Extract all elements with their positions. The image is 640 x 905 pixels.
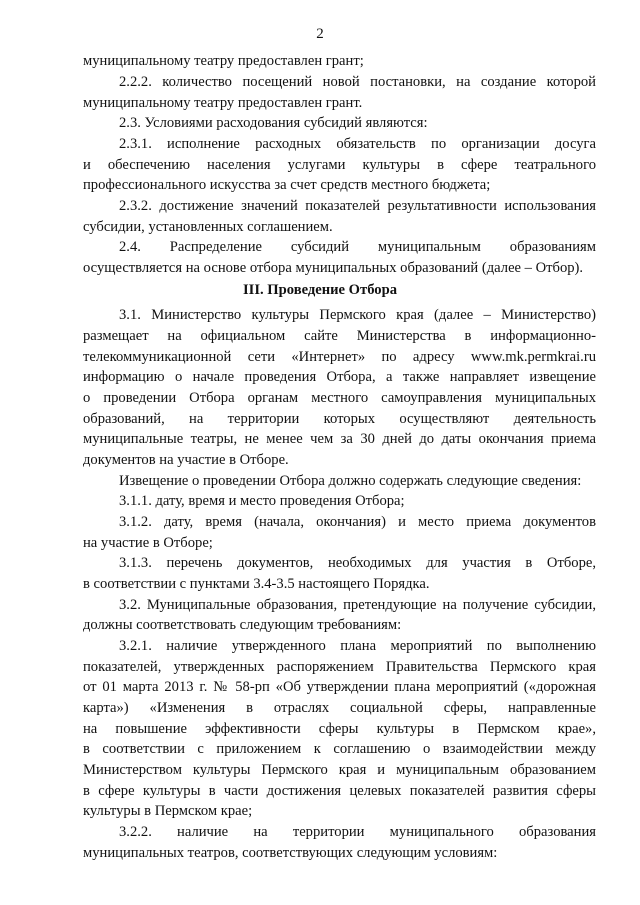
text-line: информацию о начале проведения Отбора, а также направляет извещение [83, 369, 596, 385]
text-line: муниципальные театры, не менее чем за 30 дней до даты окончания приема [83, 431, 596, 447]
text-line: и обеспечению населения услугами культуры в сфере театрального [83, 157, 596, 173]
text-line: 2.3.1. исполнение расходных обязательств по организации досуга [119, 136, 596, 152]
text-line: муниципальному театру предоставлен грант; [83, 53, 364, 69]
text-line: муниципальному театру предоставлен грант. [83, 95, 363, 111]
page-number: 2 [316, 26, 324, 42]
text-line: 3.2.2. наличие на территории муниципального образования [119, 824, 596, 840]
text-line: 2.4. Распределение субсидий муниципальным образованиям [119, 239, 596, 255]
section-heading: III. Проведение Отбора [242, 282, 398, 298]
text-line: 3.1.2. дату, время (начала, окончания) и место приема документов [119, 514, 596, 530]
text-line: культуры в Пермском крае; [83, 803, 253, 819]
text-line: на участие в Отборе; [83, 535, 213, 551]
text-line: показателей, утвержденных распоряжением Правительства Пермского края [83, 659, 596, 675]
text-line: 2.3. Условиями расходования субсидий являются: [119, 115, 428, 131]
text-line: на повышение эффективности сферы культуры в Пермском крае», [83, 721, 596, 737]
text-line: размещает на официальном сайте Министерства в информационно- [83, 328, 596, 344]
text-line: о проведении Отбора органам местного самоуправления муниципальных [83, 390, 596, 406]
text-line: в соответствии с пунктами 3.4-3.5 настоящего Порядка. [83, 576, 430, 592]
text-line: 3.1.1. дату, время и место проведения Отбора; [119, 493, 405, 509]
text-line: в сфере культуры в части достижения целевых показателей развития сферы [83, 783, 596, 799]
text-line: муниципальных театров, соответствующих следующим условиям: [83, 845, 498, 861]
text-line: субсидии, установленных соглашением. [83, 219, 333, 235]
text-line: от 01 марта 2013 г. № 58-рп «Об утверждении плана мероприятий («дорожная [83, 679, 596, 695]
text-line: профессионального искусства за счет средств местного бюджета; [83, 177, 491, 193]
text-line: 3.2.1. наличие утвержденного плана мероприятий по выполнению [119, 638, 596, 654]
text-line: в соответствии с приложением к соглашению о взаимодействии между [83, 741, 596, 757]
text-line: 2.3.2. достижение значений показателей результативности использования [119, 198, 596, 214]
text-line: карта») «Изменения в отраслях социальной сферы, направленные [83, 700, 596, 716]
text-line: 3.1.3. перечень документов, необходимых для участия в Отборе, [119, 555, 596, 571]
text-line: телекоммуникационной сети «Интернет» по адресу www.mk.permkrai.ru [83, 349, 596, 365]
text-line: 3.1. Министерство культуры Пермского края (далее – Министерство) [119, 307, 596, 323]
text-line: 2.2.2. количество посещений новой постановки, на создание которой [119, 74, 596, 90]
text-line: Извещение о проведении Отбора должно содержать следующие сведения: [119, 473, 582, 489]
text-line: должны соответствовать следующим требованиям: [83, 617, 402, 633]
text-line: осуществляется на основе отбора муниципальных образований (далее – Отбор). [83, 260, 584, 276]
text-line: образований, на территории которых осуществляют деятельность [83, 411, 596, 427]
text-line: документов на участие в Отборе. [83, 452, 289, 468]
text-line: Министерством культуры Пермского края и муниципальным образованием [83, 762, 596, 778]
text-line: 3.2. Муниципальные образования, претендующие на получение субсидии, [119, 597, 596, 613]
